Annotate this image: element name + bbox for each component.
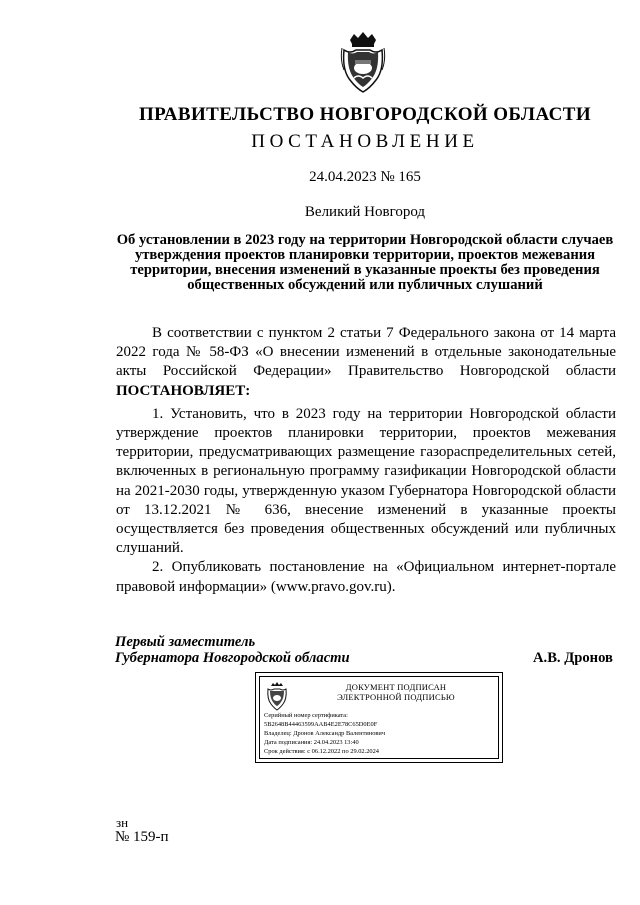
footer-code: зн (116, 815, 129, 830)
esig-owner: Владелец: Дронов Александр Валентинович (264, 730, 386, 737)
electronic-signature-stamp (255, 672, 503, 763)
preamble-paragraph (116, 324, 616, 401)
signer-name: А.В. Дронов (533, 650, 613, 666)
esig-validity: Срок действия: с 06.12.2022 по 29.02.2024 (264, 748, 380, 755)
item-1-paragraph: 1. Установить, что в 2023 году на территории Новгородской области утверждение проектов планировки территории, проектов межевания территории, предусматривающих размещение газораспределительных сетей, включенных в региональную программу газификации Новгородской области на 2021-2030 годы, утвержденную указом Губернатора Новгородской области от 13.12.2021 № 636, внесение изменений в указанные проекты осуществляется без проведения общественных обсуждений или публичных слушаний. (116, 405, 616, 557)
signer-position-line2: Губернатора Новгородской области (115, 650, 350, 666)
coat-of-arms-small-icon (266, 681, 288, 711)
coat-of-arms-icon (340, 30, 386, 94)
document-type: ПОСТАНОВЛЕНИЕ (251, 131, 479, 152)
signer-position-line1: Первый заместитель (115, 634, 256, 650)
esig-title-line1: ДОКУМЕНТ ПОДПИСАН (345, 682, 447, 692)
decree-word: ПОСТАНОВЛЯЕТ: (116, 382, 251, 399)
esig-serial: 5B2648B44463599AAB4E2E78C65D0E0F (264, 721, 378, 728)
esig-title (296, 682, 496, 702)
signer-position (115, 634, 350, 666)
preamble-text: В соответствии с пунктом 2 статьи 7 Федерального закона от 14 марта 2022 года № 58-ФЗ «О внесении изменений в отдельные законодательные акты Российской Федерации» Правительство Новгородской области (116, 325, 616, 380)
footer-number: № 159-п (115, 829, 169, 845)
document-heading: Об установлении в 2023 году на территории Новгородской области случаев утверждения проектов планировки территории, проектов межевания территории, внесения изменений в указанные проекты без проведения общественных обсуждений или публичных слушаний (116, 232, 614, 293)
government-title: ПРАВИТЕЛЬСТВО НОВГОРОДСКОЙ ОБЛАСТИ (139, 104, 591, 125)
esig-serial-label: Серийный номер сертификата: (264, 712, 348, 719)
item-2-paragraph: 2. Опубликовать постановление на «Официальном интернет-портале правовой информации» (www.pravo.gov.ru). (116, 559, 616, 595)
esig-fields (264, 711, 385, 756)
esig-sign-date: Дата подписания: 24.04.2023 13:40 (264, 739, 359, 746)
document-body (116, 324, 616, 597)
esig-title-line2: ЭЛЕКТРОННОЙ ПОДПИСЬЮ (337, 692, 455, 702)
document-city: Великий Новгород (304, 204, 426, 220)
electronic-signature-frame (259, 676, 499, 759)
document-date-number: 24.04.2023 № 165 (309, 169, 421, 185)
